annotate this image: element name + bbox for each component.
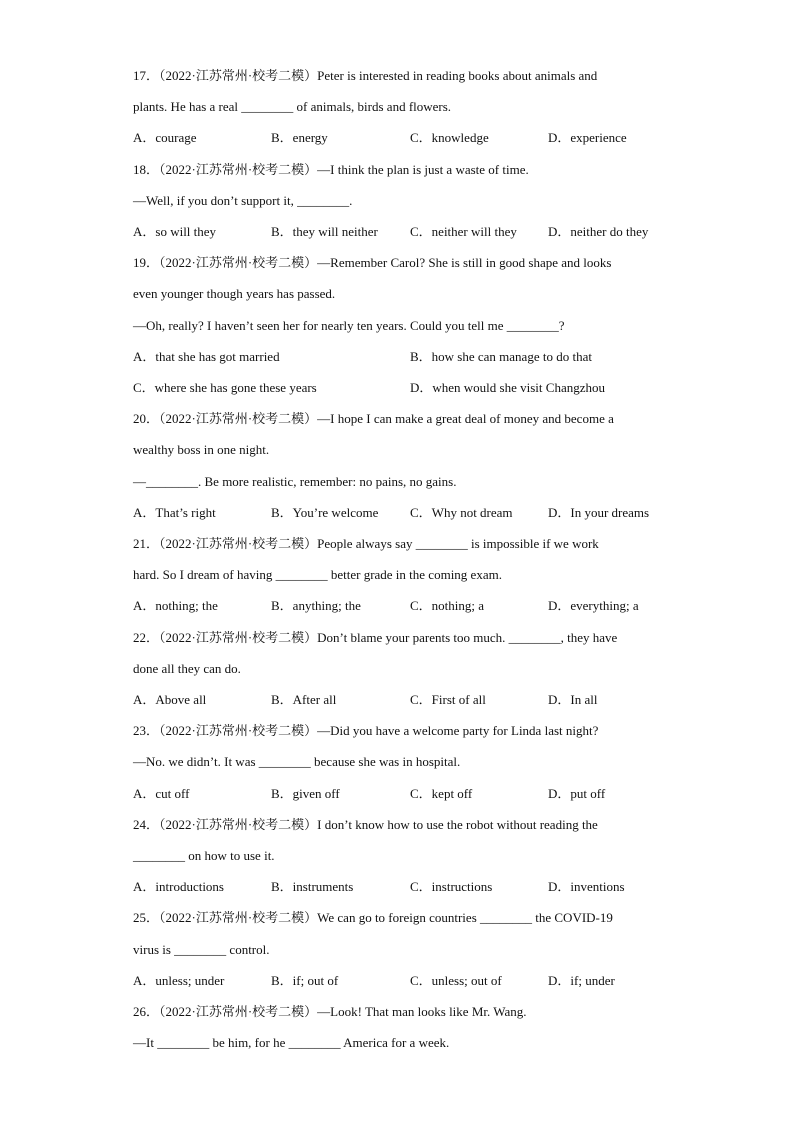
answer-option[interactable]: C．unless; out of [410,972,502,988]
question-stem-continuation: —Oh, really? I haven’t seen her for nearly ten years. Could you tell me ________? [133,317,565,333]
answer-option[interactable]: C．where she has gone these years [133,380,317,395]
answer-option[interactable]: A．so will they [133,224,217,239]
answer-option[interactable]: D．everything; a [548,598,639,614]
question-stem: 26．（2022·江苏常州·校考二模）—Look! That man looks like Mr. Wang. [133,1004,527,1019]
question-stem-continuation: —Well, if you don’t support it, ________. [133,192,353,208]
answer-option[interactable]: C．nothing; a [410,598,485,614]
answer-option[interactable]: B．they will neither [271,224,378,239]
question-stem-continuation: ________ on how to use it. [133,848,275,863]
answer-option[interactable]: D．experience [548,130,627,146]
answer-option[interactable]: C．knowledge [410,130,489,146]
answer-option[interactable]: A．introductions [133,879,224,895]
question-stem-continuation: even younger though years has passed. [133,286,336,302]
answer-option[interactable]: A．Above all [133,692,207,707]
answer-option[interactable]: D．put off [548,785,606,801]
answer-option[interactable]: B．After all [271,692,337,707]
question-stem: 20．（2022·江苏常州·校考二模）—I hope I can make a great deal of money and become a [133,411,614,427]
question-stem-continuation: —________. Be more realistic, remember: no pains, no gains. [133,473,457,489]
answer-option[interactable]: D．In your dreams [548,504,650,520]
answer-option[interactable]: A．That’s right [133,504,216,520]
question-stem: 18．（2022·江苏常州·校考二模）—I think the plan is just a waste of time. [133,161,529,177]
answer-option[interactable]: D．neither do they [548,224,649,239]
question-stem-continuation: virus is ________ control. [133,941,270,957]
answer-option[interactable]: D．In all [548,692,598,707]
question-stem: 17．（2022·江苏常州·校考二模）Peter is interested in reading books about animals and [133,68,598,83]
answer-option[interactable]: B．instruments [271,879,354,895]
question-stem-continuation: —No. we didn’t. It was ________ because she was in hospital. [133,754,461,770]
answer-option[interactable]: A．nothing; the [133,598,218,614]
question-stem: 21．（2022·江苏常州·校考二模）People always say ________ is impossible if we work [133,536,599,551]
answer-option[interactable]: A．unless; under [133,972,225,988]
answer-option[interactable]: C．neither will they [410,224,517,239]
answer-option[interactable]: B．if; out of [271,972,339,988]
answer-option[interactable]: B．how she can manage to do that [410,348,592,364]
answer-option[interactable]: C．Why not dream [410,504,513,520]
question-stem-continuation: done all they can do. [133,660,241,676]
answer-option[interactable]: C．First of all [410,692,486,707]
question-stem-continuation: wealthy boss in one night. [133,442,270,458]
question-stem-continuation: hard. So I dream of having ________ better grade in the coming exam. [133,567,502,583]
question-stem: 22．（2022·江苏常州·校考二模）Don’t blame your parents too much. ________, they have [133,629,618,645]
question-stem-continuation: —It ________ be him, for he ________ America for a week. [133,1035,450,1051]
answer-option[interactable]: A．that she has got married [133,348,280,364]
answer-option[interactable]: D．when would she visit Changzhou [410,380,605,395]
question-stem: 25．（2022·江苏常州·校考二模）We can go to foreign countries ________ the COVID-19 [133,910,613,926]
answer-option[interactable]: D．if; under [548,972,615,988]
question-stem: 19．（2022·江苏常州·校考二模）—Remember Carol? She is still in good shape and looks [133,255,612,271]
question-stem: 24．（2022·江苏常州·校考二模）I don’t know how to use the robot without reading the [133,816,598,832]
answer-option[interactable]: A．cut off [133,785,190,801]
answer-option[interactable]: B．energy [271,130,328,146]
answer-option[interactable]: A．courage [133,130,197,146]
question-stem-continuation: plants. He has a real ________ of animals, birds and flowers. [133,99,452,115]
answer-option[interactable]: D．inventions [548,879,625,895]
answer-option[interactable]: C．kept off [410,785,473,801]
question-stem: 23．（2022·江苏常州·校考二模）—Did you have a welcome party for Linda last night? [133,723,599,739]
answer-option[interactable]: B．anything; the [271,598,361,614]
answer-option[interactable]: C．instructions [410,879,493,895]
answer-option[interactable]: B．You’re welcome [271,504,379,520]
answer-option[interactable]: B．given off [271,785,340,801]
